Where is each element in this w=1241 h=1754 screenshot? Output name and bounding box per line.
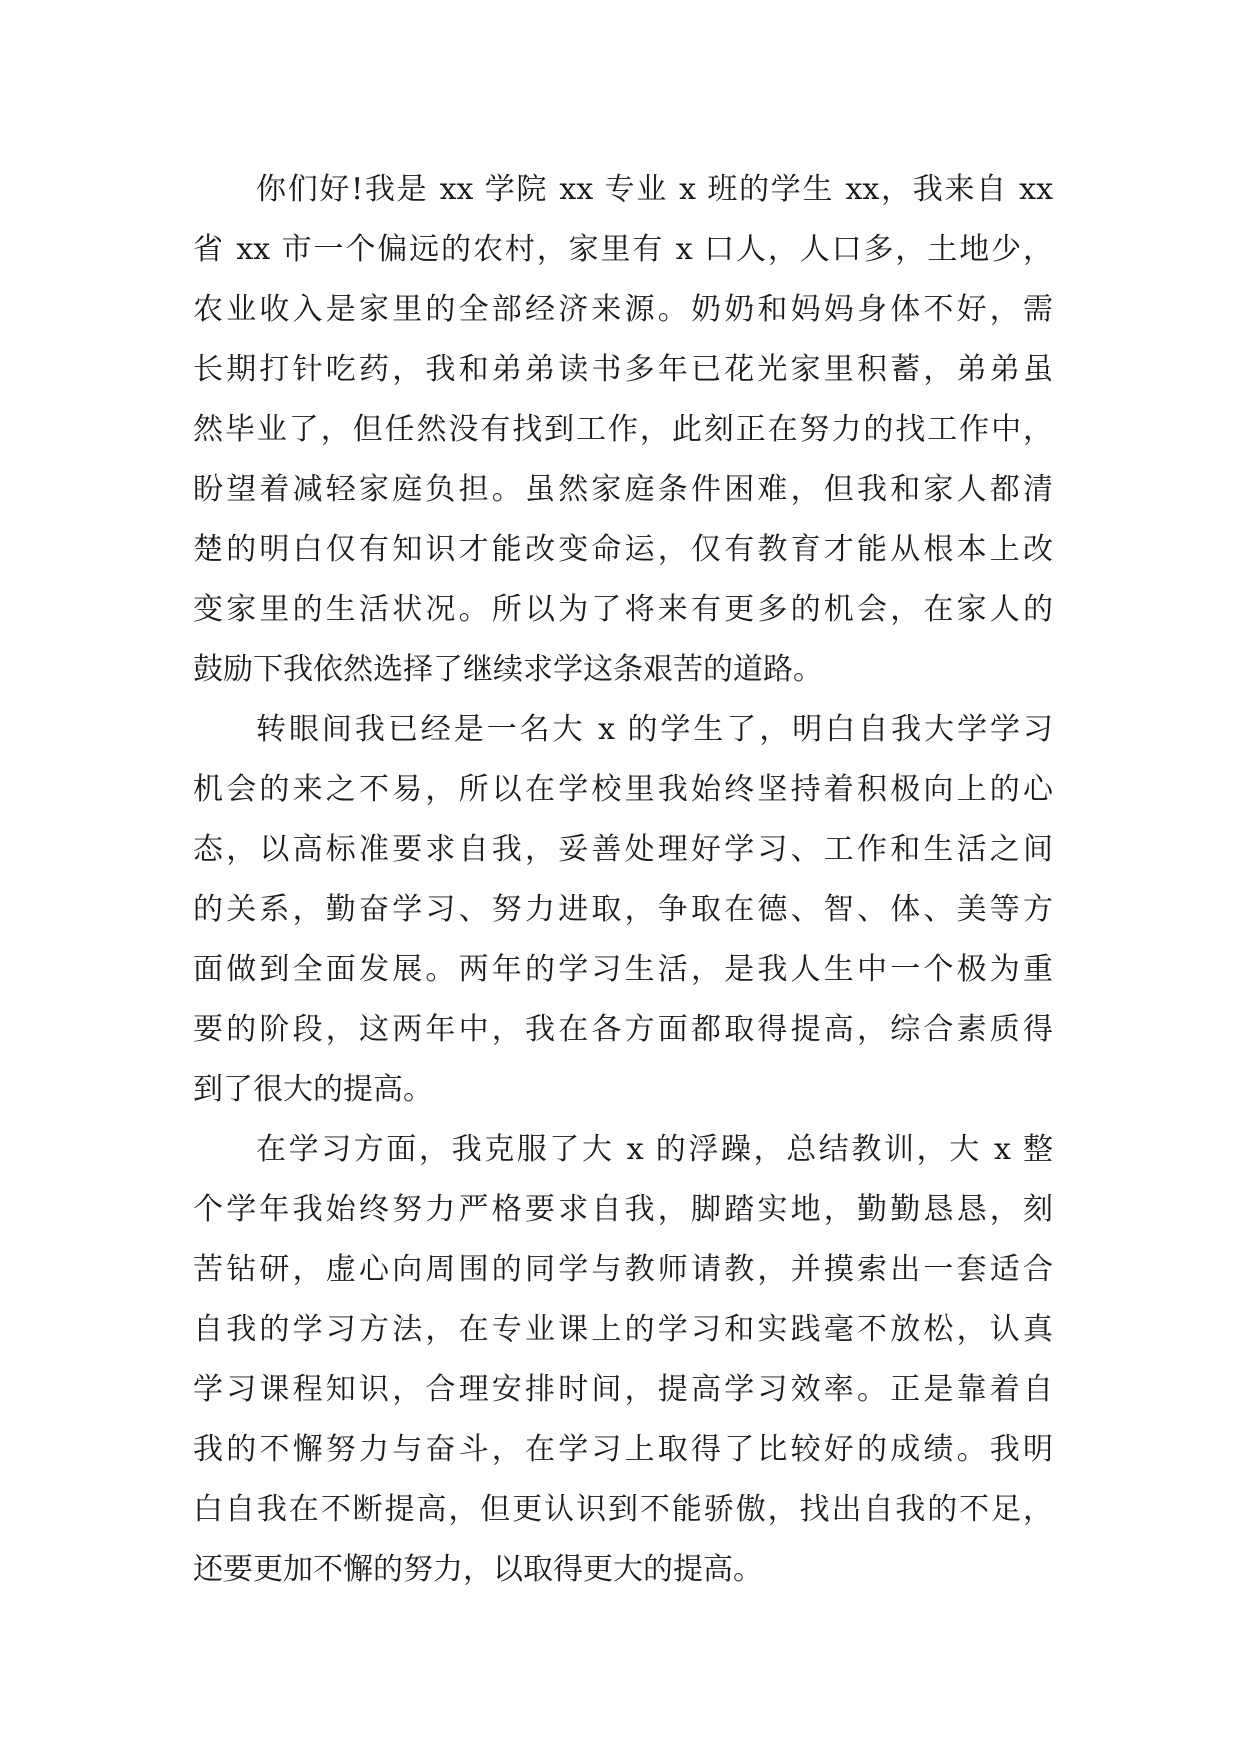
text-line: 还要更加不懈的努力，以取得更大的提高。 — [193, 1552, 763, 1587]
text-line: 苦钻研，虚心向周围的同学与教师请教，并摸索出一套适合 — [193, 1252, 1053, 1287]
text-line: 个学年我始终努力严格要求自我，脚踏实地，勤勤恳恳，刻 — [193, 1192, 1053, 1227]
text-line: 楚的明白仅有知识才能改变命运，仅有教育才能从根本上改 — [193, 532, 1053, 567]
text-line: 的关系，勤奋学习、努力进取，争取在德、智、体、美等方 — [193, 892, 1053, 927]
text-line: 在学习方面，我克服了大 x 的浮躁，总结教训，大 x 整 — [256, 1132, 1053, 1167]
document-body — [193, 160, 1053, 1600]
text-line: 我的不懈努力与奋斗，在学习上取得了比较好的成绩。我明 — [193, 1432, 1053, 1467]
text-line: 自我的学习方法，在专业课上的学习和实践毫不放松，认真 — [193, 1312, 1053, 1347]
text-line: 转眼间我已经是一名大 x 的学生了，明白自我大学学习 — [256, 712, 1053, 747]
text-line: 省 xx 市一个偏远的农村，家里有 x 口人，人口多，土地少， — [193, 232, 1053, 267]
text-line: 鼓励下我依然选择了继续求学这条艰苦的道路。 — [193, 652, 823, 687]
text-line: 农业收入是家里的全部经济来源。奶奶和妈妈身体不好，需 — [193, 292, 1053, 327]
paragraph-study — [193, 1120, 1053, 1600]
text-line: 长期打针吃药，我和弟弟读书多年已花光家里积蓄，弟弟虽 — [193, 352, 1053, 387]
text-line: 然毕业了，但任然没有找到工作，此刻正在努力的找工作中， — [193, 412, 1053, 447]
text-line: 白自我在不断提高，但更认识到不能骄傲，找出自我的不足， — [193, 1492, 1053, 1527]
text-line: 面做到全面发展。两年的学习生活，是我人生中一个极为重 — [193, 952, 1053, 987]
text-line: 机会的来之不易，所以在学校里我始终坚持着积极向上的心 — [193, 772, 1053, 807]
text-line: 学习课程知识，合理安排时间，提高学习效率。正是靠着自 — [193, 1372, 1053, 1407]
text-line: 盼望着减轻家庭负担。虽然家庭条件困难，但我和家人都清 — [193, 472, 1053, 507]
paragraph-university-life — [193, 700, 1053, 1120]
paragraph-family-background — [193, 160, 1053, 700]
text-line: 你们好!我是 xx 学院 xx 专业 x 班的学生 xx，我来自 xx — [256, 172, 1053, 207]
text-line: 变家里的生活状况。所以为了将来有更多的机会，在家人的 — [193, 592, 1053, 627]
text-line: 要的阶段，这两年中，我在各方面都取得提高，综合素质得 — [193, 1012, 1053, 1047]
text-line: 态，以高标准要求自我，妥善处理好学习、工作和生活之间 — [193, 832, 1053, 867]
text-line: 到了很大的提高。 — [193, 1072, 433, 1107]
